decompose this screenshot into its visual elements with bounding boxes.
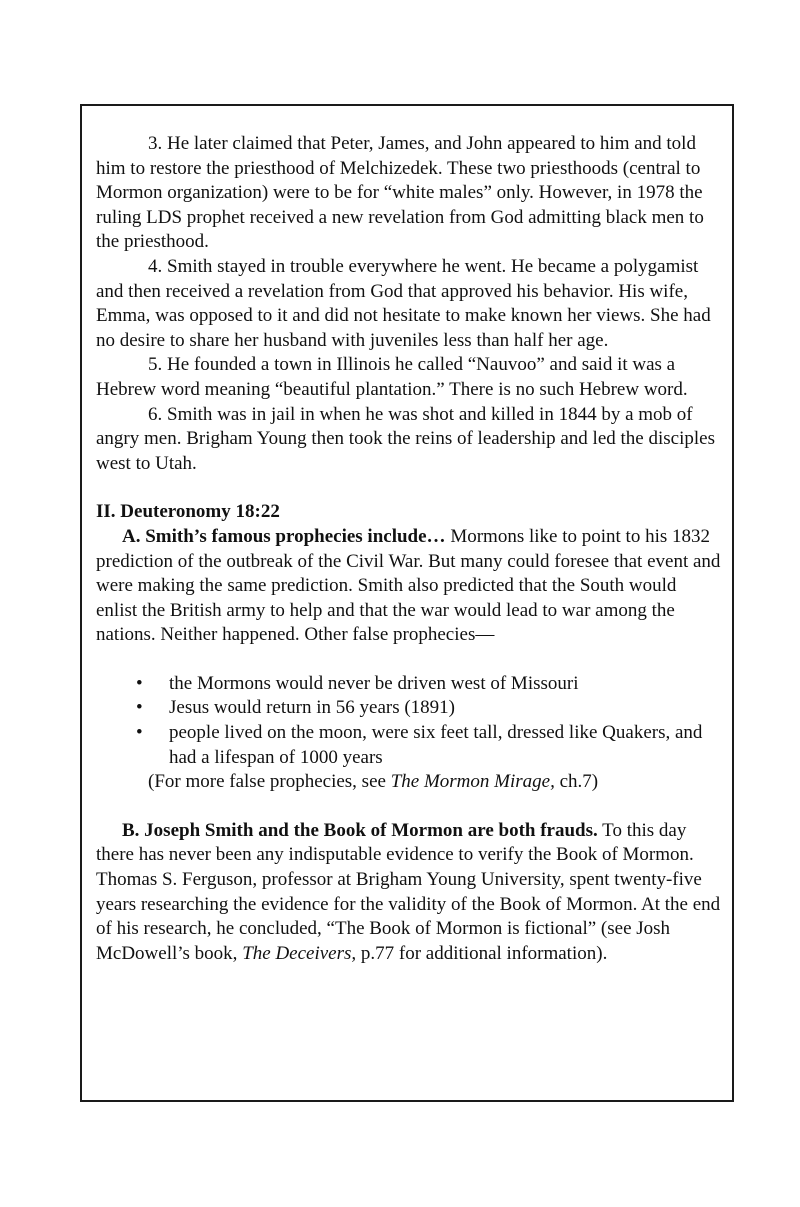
section-b-lead: B. Joseph Smith and the Book of Mormon are both frauds. bbox=[122, 819, 598, 841]
bullet-icon: • bbox=[136, 672, 143, 694]
bullet-icon: • bbox=[136, 697, 143, 719]
section-heading: II. Deuteronomy 18:22 bbox=[96, 501, 280, 523]
prophecy-text: the Mormons would never be driven west of Missouri bbox=[169, 672, 579, 694]
point-6: 6. Smith was in jail in when he was shot and killed in 1844 by a mob of angry men. Brigham Young then took the reins of leadership and led the disciples west to Utah. bbox=[96, 403, 715, 474]
prophecy-text: people lived on the moon, were six feet tall, dressed like Quakers, and had a lifespan of 1000 years bbox=[169, 722, 703, 768]
document-body bbox=[96, 132, 722, 966]
section-a-lead: A. Smith’s famous prophecies include… bbox=[122, 525, 446, 547]
bullet-icon: • bbox=[136, 722, 143, 744]
point-5: 5. He founded a town in Illinois he called “Nauvoo” and said it was a Hebrew word meaning “beautiful plantation.” There is no such Hebrew word. bbox=[96, 354, 688, 400]
reference-note bbox=[96, 770, 722, 795]
prophecy-list bbox=[96, 672, 722, 770]
reference-prefix: (For more false prophecies, see bbox=[148, 771, 391, 793]
prophecy-text: Jesus would return in 56 years (1891) bbox=[169, 697, 456, 719]
section-a-body: Mormons like to point to his 1832 prediction of the outbreak of the Civil War. But many could foresee that event and were making the same prediction. Smith also predicted that the South would enlist the British army to help and that the war would lead to war among the nations. Neither happened. Other false prophecies— bbox=[96, 525, 721, 646]
section-b-body-2: p.77 for additional information). bbox=[356, 942, 608, 964]
list-item bbox=[96, 672, 722, 697]
list-item bbox=[96, 696, 722, 721]
reference-title: The Mormon Mirage, bbox=[390, 771, 555, 793]
list-item bbox=[96, 721, 722, 770]
section-b-paragraph bbox=[96, 819, 722, 967]
spacer bbox=[96, 795, 722, 819]
point-4: 4. Smith stayed in trouble everywhere he went. He became a polygamist and then received a revelation from God that approved his behavior. His wife, Emma, was opposed to it and did not hesitate to make known her views. She had no desire to share her husband with juveniles less than half her age. bbox=[96, 255, 711, 351]
section-a-paragraph bbox=[96, 525, 722, 648]
section-b-body-1: To this day there has never been any indisputable evidence to verify the Book of Mormon. Thomas S. Ferguson, professor at Brigham Young University, spent twenty-five years researching the evidence for the validity of the Book of Mormon. At the end of his research, he concluded, “The Book of Mormon is fictional” (see Josh McDowell’s book, bbox=[96, 819, 721, 964]
point-3: 3. He later claimed that Peter, James, and John appeared to him and told him to restore the priesthood of Melchizedek. These two priesthoods (central to Mormon organization) were to be for “white males” only. However, in 1978 the ruling LDS prophet received a new revelation from God admitting black men to the priesthood. bbox=[96, 133, 704, 253]
book-title: The Deceivers, bbox=[242, 942, 357, 964]
reference-suffix: ch.7) bbox=[554, 771, 599, 793]
